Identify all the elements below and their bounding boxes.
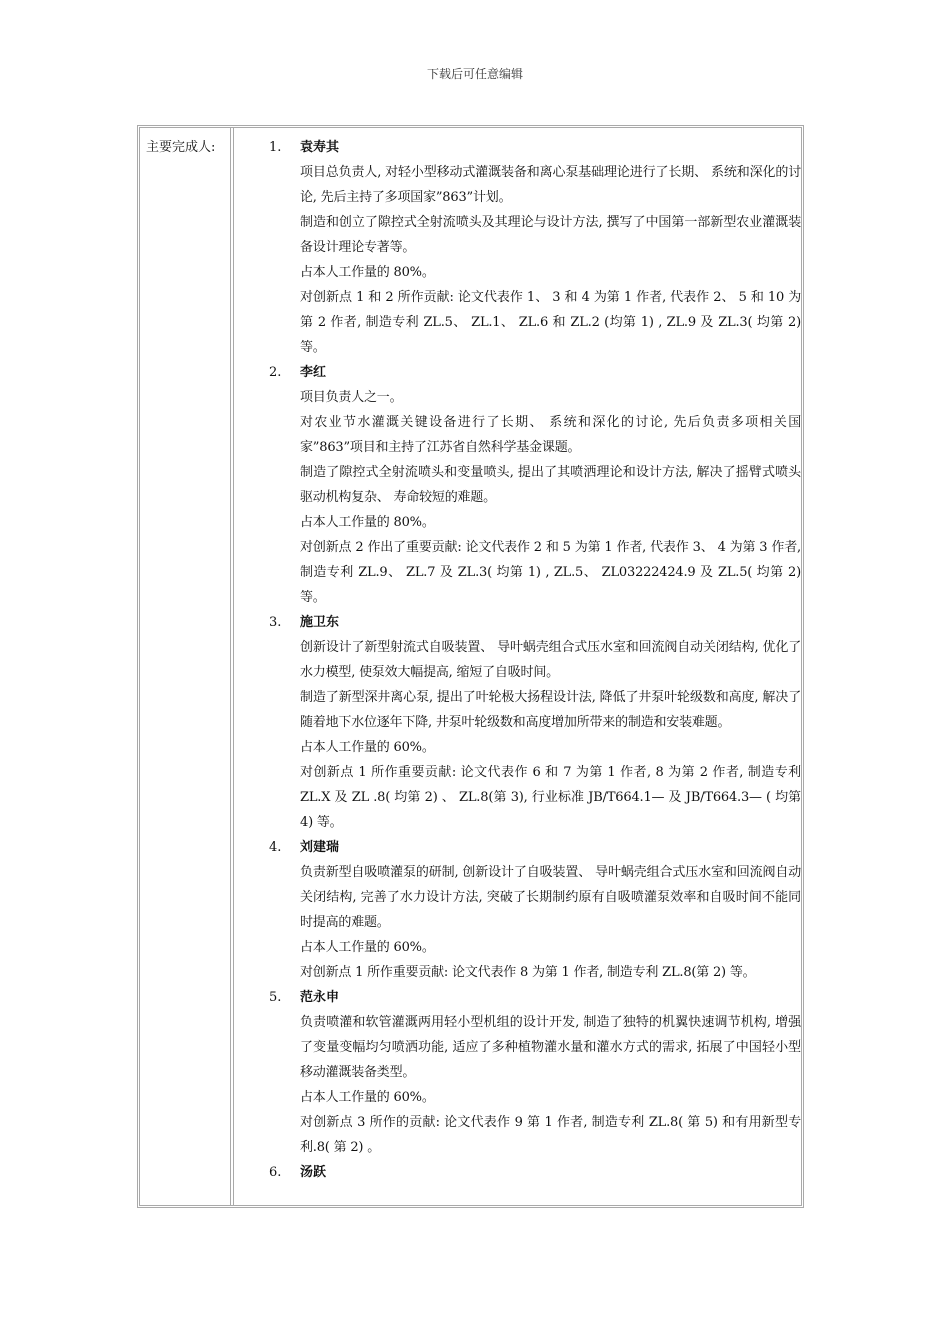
page-header: 下载后可任意编辑 bbox=[426, 67, 523, 81]
contributor-name: 汤跃 bbox=[300, 1165, 327, 1180]
contributor-entry bbox=[268, 985, 801, 1160]
contributor-paragraph: 对创新点 1 和 2 所作贡献: 论文代表作 1、 3 和 4 为第 1 作者, 代表作 2、 5 和 10 为第 2 作者, 制造专利 ZL.5、 ZL.1、 ZL.6 和 ZL.2 (均第 1) , ZL.9 及 ZL.3( 均第 2) 等。 bbox=[300, 290, 801, 355]
contributor-paragraph: 项目总负责人, 对轻小型移动式灌溉装备和离心泵基础理论进行了长期、 系统和深化的讨论, 先后主持了多项国家”863”计划。 bbox=[300, 165, 801, 205]
contributors-list bbox=[268, 135, 801, 1185]
contributors-table bbox=[137, 125, 804, 1208]
contributor-paragraph: 占本人工作量的 80%。 bbox=[300, 265, 435, 280]
contributor-name: 刘建瑞 bbox=[300, 840, 340, 855]
contributor-paragraph: 对创新点 2 作出了重要贡献: 论文代表作 2 和 5 为第 1 作者, 代表作 3、 4 为第 3 作者, 制造专利 ZL.9、 ZL.7 及 ZL.3( 均第 1) , ZL.5、 ZL03222424.9 及 ZL.5( 均第 2) 等。 bbox=[300, 540, 801, 605]
contributor-number: 5. bbox=[269, 990, 282, 1005]
contributor-entry bbox=[268, 360, 801, 610]
field-label: 主要完成人: bbox=[146, 140, 216, 155]
contributor-name: 袁寿其 bbox=[300, 140, 340, 155]
contributor-name: 施卫东 bbox=[300, 615, 340, 630]
contributor-paragraph: 对创新点 3 所作的贡献: 论文代表作 9 第 1 作者, 制造专利 ZL.8( 第 5) 和有用新型专利.8( 第 2) 。 bbox=[300, 1115, 801, 1155]
contributor-number: 4. bbox=[269, 840, 282, 855]
contributor-entry bbox=[268, 1160, 801, 1185]
contributor-paragraph: 占本人工作量的 80%。 bbox=[300, 515, 435, 530]
label-cell bbox=[140, 128, 234, 1205]
contributor-paragraph: 占本人工作量的 60%。 bbox=[300, 1090, 435, 1105]
contributor-paragraph: 项目负责人之一。 bbox=[300, 390, 403, 405]
contributor-entry bbox=[268, 135, 801, 360]
contributor-paragraph: 制造了新型深井离心泵, 提出了叶轮极大扬程设计法, 降低了井泵叶轮级数和高度, 解决了随着地下水位逐年下降, 井泵叶轮级数和高度增加所带来的制造和安装难题。 bbox=[300, 690, 801, 730]
contributor-paragraph: 对创新点 1 所作重要贡献: 论文代表作 6 和 7 为第 1 作者, 8 为第 2 作者, 制造专利 ZL.X 及 ZL .8( 均第 2) 、 ZL.8(第 3), 行业标准 JB/T664.1— 及 JB/T664.3— ( 均第 4) 等。 bbox=[300, 765, 801, 830]
contributor-paragraph: 对农业节水灌溉关键设备进行了长期、 系统和深化的讨论, 先后负责多项相关国家”863”项目和主持了江苏省自然科学基金课题。 bbox=[300, 415, 801, 455]
contributor-number: 3. bbox=[269, 615, 282, 630]
contributor-number: 2. bbox=[269, 365, 282, 380]
contributor-name: 李红 bbox=[300, 365, 327, 380]
contributor-paragraph: 负责新型自吸喷灌泵的研制, 创新设计了自吸装置、 导叶蜗壳组合式压水室和回流阀自动关闭结构, 完善了水力设计方法, 突破了长期制约原有自吸喷灌泵效率和自吸时间不能同时提高的难题。 bbox=[300, 865, 801, 930]
contributor-paragraph: 负责喷灌和软管灌溉两用轻小型机组的设计开发, 制造了独特的机翼快速调节机构, 增强了变量变幅均匀喷洒功能, 适应了多种植物灌水量和灌水方式的需求, 拓展了中国轻小型移动灌溉装备类型。 bbox=[300, 1015, 801, 1080]
contributor-paragraph: 创新设计了新型射流式自吸装置、 导叶蜗壳组合式压水室和回流阀自动关闭结构, 优化了水力模型, 使泵效大幅提高, 缩短了自吸时间。 bbox=[300, 640, 801, 680]
contributor-entry bbox=[268, 610, 801, 835]
contributor-name: 范永申 bbox=[300, 990, 340, 1005]
contributor-paragraph: 占本人工作量的 60%。 bbox=[300, 740, 435, 755]
contributor-paragraph: 占本人工作量的 60%。 bbox=[300, 940, 435, 955]
contributor-entry bbox=[268, 835, 801, 985]
contributor-paragraph: 对创新点 1 所作重要贡献: 论文代表作 8 为第 1 作者, 制造专利 ZL.8(第 2) 等。 bbox=[300, 965, 756, 980]
contributor-number: 6. bbox=[269, 1165, 282, 1180]
contributor-number: 1. bbox=[269, 140, 282, 155]
contributor-paragraph: 制造和创立了隙控式全射流喷头及其理论与设计方法, 撰写了中国第一部新型农业灌溉装备设计理论专著等。 bbox=[300, 215, 801, 255]
contributor-paragraph: 制造了隙控式全射流喷头和变量喷头, 提出了其喷洒理论和设计方法, 解决了摇臂式喷头驱动机构复杂、 寿命较短的难题。 bbox=[300, 465, 801, 505]
